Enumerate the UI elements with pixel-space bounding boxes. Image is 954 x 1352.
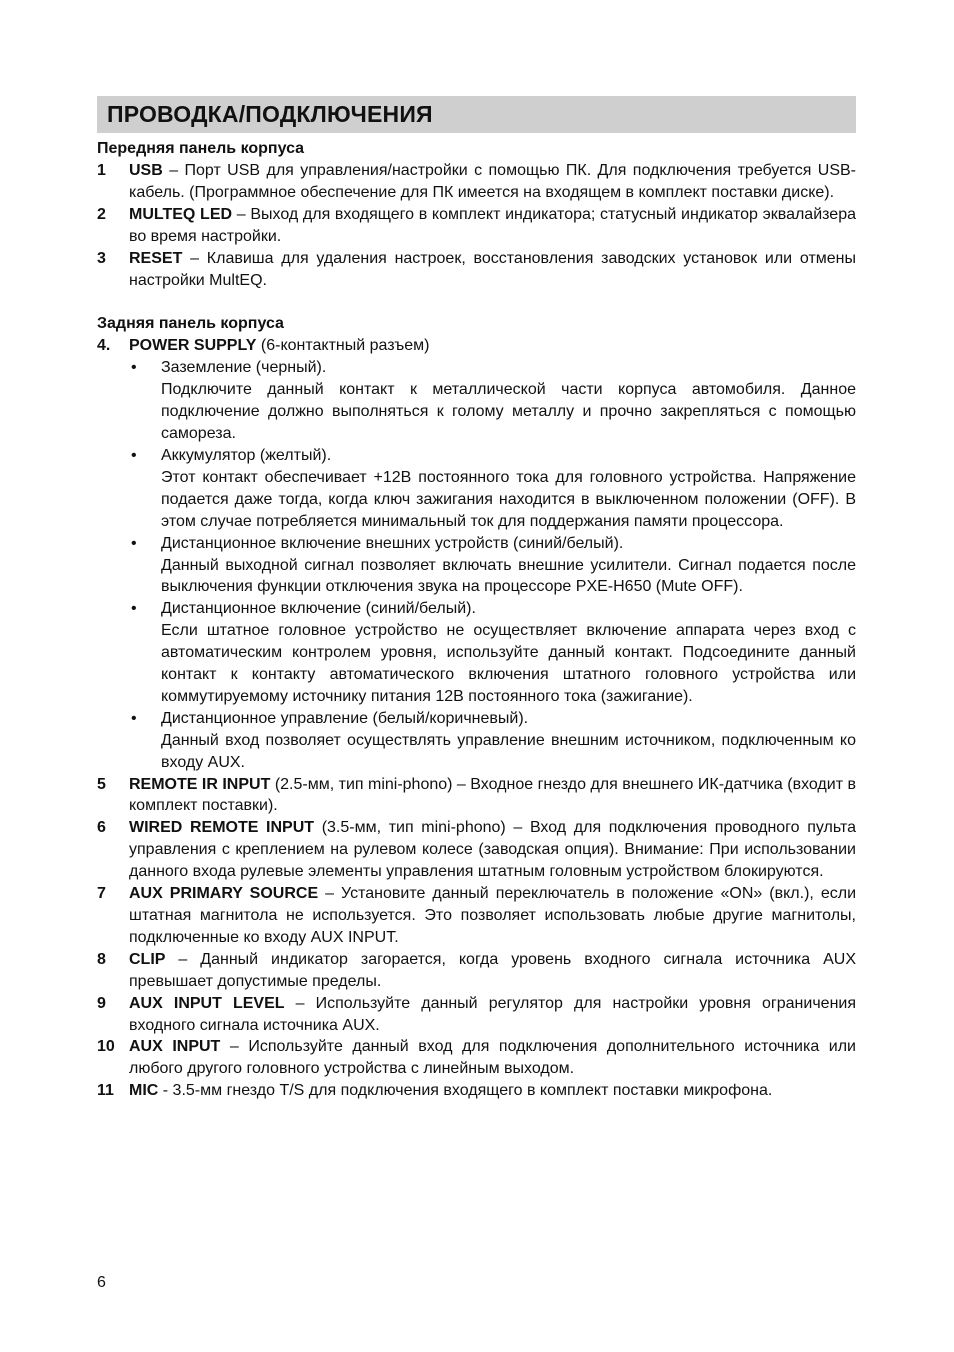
bullet-title: Заземление (черный).	[161, 359, 327, 377]
item-text: (6-контактный разъем)	[256, 337, 430, 355]
list-item	[97, 248, 856, 292]
item-term: POWER SUPPLY	[129, 337, 257, 355]
page-number: 6	[97, 1274, 106, 1291]
item-text: (2.5-мм, тип mini-phono) – Входное гнездо для внешнего ИК-датчика (входит в комплект поставки).	[129, 775, 856, 815]
list-item	[97, 883, 856, 949]
rear-panel-heading: Задняя панель корпуса	[97, 315, 284, 333]
list-item	[97, 774, 856, 818]
rear-panel-list	[97, 335, 856, 1102]
bullet-item	[97, 533, 856, 599]
bullet-title: Дистанционное включение (синий/белый).	[161, 600, 476, 618]
bullet-icon: •	[131, 600, 137, 618]
bullet-title: Дистанционное включение внешних устройств (синий/белый).	[161, 534, 624, 552]
item-text: – Клавиша для удаления настроек, восстановления заводских установок или отмены настройки MultEQ.	[129, 249, 856, 289]
item-number: 5	[97, 775, 106, 793]
item-term: AUX INPUT	[129, 1038, 221, 1056]
front-panel-heading: Передняя панель корпуса	[97, 140, 305, 157]
page-content	[97, 96, 856, 1102]
bullet-title: Дистанционное управление (белый/коричневый).	[161, 709, 529, 727]
item-number: 6	[97, 819, 106, 837]
item-term: AUX PRIMARY SOURCE	[129, 885, 319, 903]
item-term: USB	[129, 162, 163, 179]
page-title: ПРОВОДКА/ПОДКЛЮЧЕНИЯ	[107, 101, 433, 127]
item-term: REMOTE IR INPUT	[129, 775, 271, 793]
item-number: 1	[97, 162, 106, 179]
item-text: – Данный индикатор загорается, когда уровень входного сигнала источника AUX превышает допустимые пределы.	[129, 950, 856, 990]
bullet-item	[97, 708, 856, 774]
bullet-item	[97, 357, 856, 445]
bullet-text: Данный выходной сигнал позволяет включать внешние усилители. Сигнал подается после выключения функции отключения звука на процессоре PXE-H650 (Mute OFF).	[161, 556, 856, 596]
bullet-item	[97, 445, 856, 533]
item-number: 2	[97, 205, 106, 223]
list-item	[97, 335, 856, 357]
power-supply-bullets	[97, 357, 856, 773]
bullet-text: Этот контакт обеспечивает +12В постоянного тока для головного устройства. Напряжение подается даже тогда, когда ключ зажигания находится в выключенном положении (OFF). В этом случае потребляется минимальный ток для поддержания памяти процессора.	[161, 468, 856, 530]
item-text: – Выход для входящего в комплект индикатора; статусный индикатор эквалайзера во время настройки.	[129, 205, 856, 245]
item-number: 7	[97, 885, 106, 903]
bullet-icon: •	[131, 534, 137, 552]
item-text: – Порт USB для управления/настройки с помощью ПК. Для подключения требуется USB-кабель. (Программное обеспечение для ПК имеется на входящем в комплект поставки диске).	[129, 162, 856, 201]
front-panel-list	[97, 160, 856, 291]
list-item	[97, 1036, 856, 1080]
title-bar	[97, 96, 856, 133]
item-number: 11	[97, 1082, 114, 1100]
bullet-item	[97, 598, 856, 708]
bullet-text: Если штатное головное устройство не осуществляет включение аппарата через вход с автоматическим контролем уровня, используйте данный контакт. Подсоедините данный контакт к контакту автоматического включения штатного головного устройства или коммутируемому источнику питания 12В постоянного тока (зажигание).	[161, 622, 856, 705]
item-text: – Установите данный переключатель в положение «ON» (вкл.), если штатная магнитола не используется. Это позволяет использовать любые другие магнитолы, подключенные ко входу AUX INPUT.	[129, 885, 856, 946]
list-item	[97, 160, 856, 204]
item-term: AUX INPUT LEVEL	[129, 994, 285, 1012]
item-text: – Используйте данный регулятор для настройки уровня ограничения входного сигнала источника AUX.	[129, 994, 857, 1034]
bullet-title: Аккумулятор (желтый).	[161, 446, 332, 464]
item-term: RESET	[129, 249, 183, 267]
list-item	[97, 204, 856, 248]
item-number: 9	[97, 994, 106, 1012]
item-term: MIC	[129, 1082, 159, 1100]
item-term: CLIP	[129, 950, 166, 968]
item-text: (3.5-мм, тип mini-phono) – Вход для подключения проводного пульта управления с креплением на рулевом колесе (заводская опция). Внимание: При использовании данного входа рулевые элементы управления штатным головным устройством блокируются.	[129, 819, 856, 881]
bullet-text: Подключите данный контакт к металлической части корпуса автомобиля. Данное подключение должно выполняться к голому металлу и прочно закрепляться с помощью самореза.	[161, 381, 856, 443]
item-number: 4.	[97, 337, 111, 355]
item-number: 8	[97, 950, 106, 968]
list-item	[97, 993, 856, 1037]
bullet-text: Данный вход позволяет осуществлять управление внешним источником, подключенным ко входу AUX.	[161, 731, 856, 771]
list-item	[97, 949, 856, 993]
item-number: 10	[97, 1038, 115, 1056]
item-text: – Используйте данный вход для подключения дополнительного источника или любого другого головного устройства с линейным выходом.	[129, 1038, 856, 1078]
item-term: MULTEQ LED	[129, 205, 233, 223]
item-number: 3	[97, 249, 106, 267]
bullet-icon: •	[131, 446, 137, 464]
list-item	[97, 817, 856, 883]
item-text: - 3.5-мм гнездо T/S для подключения входящего в комплект поставки микрофона.	[158, 1082, 773, 1100]
item-term: WIRED REMOTE INPUT	[129, 819, 315, 837]
list-item	[97, 1080, 856, 1102]
bullet-icon: •	[131, 359, 137, 377]
bullet-icon: •	[131, 709, 137, 727]
